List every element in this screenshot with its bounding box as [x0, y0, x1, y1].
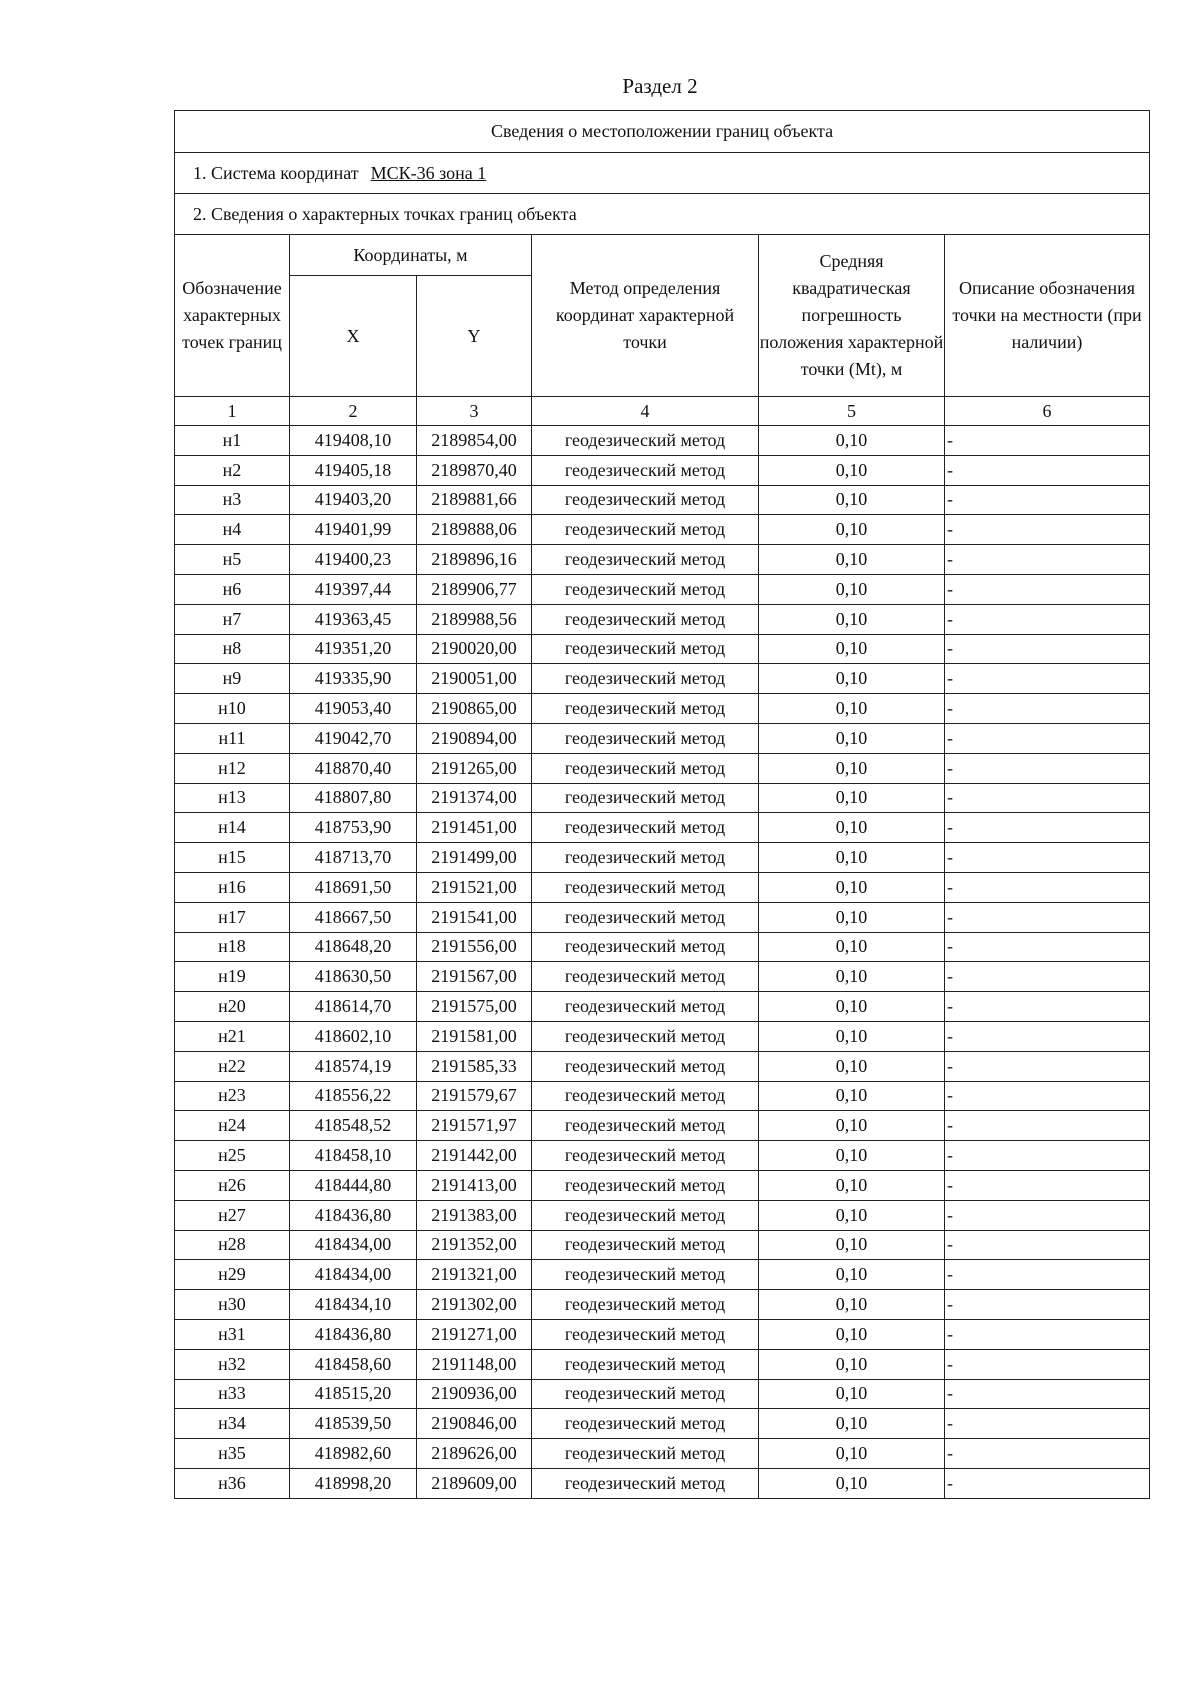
point-error: 0,10 [759, 1439, 945, 1469]
point-description: - [945, 992, 1150, 1022]
point-designation: н12 [175, 753, 290, 783]
point-y: 2189881,66 [417, 485, 532, 515]
point-designation: н20 [175, 992, 290, 1022]
point-y: 2189854,00 [417, 426, 532, 456]
point-designation: н11 [175, 723, 290, 753]
point-designation: н22 [175, 1051, 290, 1081]
point-x: 418602,10 [290, 1021, 417, 1051]
point-error: 0,10 [759, 962, 945, 992]
table-row [175, 1439, 1150, 1469]
point-method: геодезический метод [532, 753, 759, 783]
point-y: 2191499,00 [417, 843, 532, 873]
point-description: - [945, 1349, 1150, 1379]
point-error: 0,10 [759, 753, 945, 783]
point-y: 2191383,00 [417, 1200, 532, 1230]
point-y: 2191571,97 [417, 1111, 532, 1141]
point-y: 2191413,00 [417, 1170, 532, 1200]
point-y: 2189988,56 [417, 604, 532, 634]
point-y: 2191581,00 [417, 1021, 532, 1051]
point-description: - [945, 694, 1150, 724]
point-description: - [945, 1319, 1150, 1349]
table-title: Сведения о местоположении границ объекта [175, 111, 1150, 153]
point-designation: н28 [175, 1230, 290, 1260]
point-method: геодезический метод [532, 902, 759, 932]
point-x: 418998,20 [290, 1468, 417, 1498]
table-row [175, 1349, 1150, 1379]
point-method: геодезический метод [532, 515, 759, 545]
point-method: геодезический метод [532, 1170, 759, 1200]
point-designation: н24 [175, 1111, 290, 1141]
table-row [175, 545, 1150, 575]
point-designation: н25 [175, 1141, 290, 1171]
point-designation: н29 [175, 1260, 290, 1290]
point-method: геодезический метод [532, 664, 759, 694]
point-y: 2190894,00 [417, 723, 532, 753]
point-description: - [945, 843, 1150, 873]
point-description: - [945, 604, 1150, 634]
point-method: геодезический метод [532, 1319, 759, 1349]
point-method: геодезический метод [532, 485, 759, 515]
point-description: - [945, 872, 1150, 902]
table-row [175, 485, 1150, 515]
point-error: 0,10 [759, 992, 945, 1022]
table-row [175, 1290, 1150, 1320]
point-method: геодезический метод [532, 1349, 759, 1379]
point-designation: н4 [175, 515, 290, 545]
point-method: геодезический метод [532, 426, 759, 456]
point-y: 2191374,00 [417, 783, 532, 813]
point-description: - [945, 664, 1150, 694]
table-row [175, 1230, 1150, 1260]
point-method: геодезический метод [532, 783, 759, 813]
point-x: 418648,20 [290, 932, 417, 962]
point-description: - [945, 723, 1150, 753]
table-row [175, 902, 1150, 932]
point-method: геодезический метод [532, 545, 759, 575]
points-table-body [175, 426, 1150, 1499]
point-y: 2191442,00 [417, 1141, 532, 1171]
coord-system-value: МСК-36 зона 1 [370, 162, 487, 183]
table-row [175, 783, 1150, 813]
point-y: 2191352,00 [417, 1230, 532, 1260]
boundary-table [174, 110, 1150, 1499]
table-row [175, 604, 1150, 634]
point-description: - [945, 515, 1150, 545]
point-x: 419397,44 [290, 574, 417, 604]
point-y: 2191451,00 [417, 813, 532, 843]
point-designation: н7 [175, 604, 290, 634]
table-row [175, 1081, 1150, 1111]
point-error: 0,10 [759, 1319, 945, 1349]
column-number: 3 [417, 397, 532, 426]
point-designation: н36 [175, 1468, 290, 1498]
point-error: 0,10 [759, 1379, 945, 1409]
header-designation: Обозначение характерных точек границ [175, 235, 290, 397]
point-method: геодезический метод [532, 843, 759, 873]
point-method: геодезический метод [532, 1439, 759, 1469]
point-description: - [945, 1230, 1150, 1260]
point-designation: н21 [175, 1021, 290, 1051]
point-designation: н35 [175, 1439, 290, 1469]
header-coordinates: Координаты, м [290, 235, 532, 276]
point-y: 2191521,00 [417, 872, 532, 902]
point-error: 0,10 [759, 1021, 945, 1051]
table-row [175, 813, 1150, 843]
point-x: 418434,10 [290, 1290, 417, 1320]
point-description: - [945, 634, 1150, 664]
table-row [175, 753, 1150, 783]
point-x: 418614,70 [290, 992, 417, 1022]
point-y: 2189888,06 [417, 515, 532, 545]
table-row [175, 723, 1150, 753]
point-y: 2189626,00 [417, 1439, 532, 1469]
point-description: - [945, 962, 1150, 992]
header-y: Y [417, 276, 532, 397]
point-error: 0,10 [759, 574, 945, 604]
point-y: 2190865,00 [417, 694, 532, 724]
point-designation: н17 [175, 902, 290, 932]
column-number-row [175, 397, 1150, 426]
point-method: геодезический метод [532, 1379, 759, 1409]
point-method: геодезический метод [532, 872, 759, 902]
point-y: 2190051,00 [417, 664, 532, 694]
point-error: 0,10 [759, 932, 945, 962]
point-x: 419408,10 [290, 426, 417, 456]
point-x: 418458,60 [290, 1349, 417, 1379]
point-x: 419363,45 [290, 604, 417, 634]
table-row [175, 1260, 1150, 1290]
table-row [175, 455, 1150, 485]
table-row [175, 1141, 1150, 1171]
point-error: 0,10 [759, 1051, 945, 1081]
table-row [175, 1111, 1150, 1141]
point-description: - [945, 1021, 1150, 1051]
point-y: 2191271,00 [417, 1319, 532, 1349]
point-method: геодезический метод [532, 574, 759, 604]
header-error: Средняя квадратическая погрешность положения характерной точки (Mt), м [759, 235, 945, 397]
point-error: 0,10 [759, 813, 945, 843]
point-method: геодезический метод [532, 932, 759, 962]
point-y: 2191556,00 [417, 932, 532, 962]
table-row [175, 1200, 1150, 1230]
point-designation: н18 [175, 932, 290, 962]
point-error: 0,10 [759, 485, 945, 515]
point-error: 0,10 [759, 1170, 945, 1200]
table-row [175, 1170, 1150, 1200]
point-x: 418434,00 [290, 1230, 417, 1260]
point-designation: н31 [175, 1319, 290, 1349]
point-x: 418982,60 [290, 1439, 417, 1469]
point-description: - [945, 1081, 1150, 1111]
point-designation: н14 [175, 813, 290, 843]
point-description: - [945, 813, 1150, 843]
point-designation: н5 [175, 545, 290, 575]
point-error: 0,10 [759, 1290, 945, 1320]
point-designation: н9 [175, 664, 290, 694]
point-method: геодезический метод [532, 723, 759, 753]
point-description: - [945, 426, 1150, 456]
point-designation: н26 [175, 1170, 290, 1200]
point-x: 419351,20 [290, 634, 417, 664]
point-method: геодезический метод [532, 962, 759, 992]
point-method: геодезический метод [532, 1260, 759, 1290]
point-error: 0,10 [759, 545, 945, 575]
point-designation: н15 [175, 843, 290, 873]
table-row [175, 872, 1150, 902]
point-description: - [945, 574, 1150, 604]
table-row [175, 515, 1150, 545]
section-title: Раздел 2 [622, 74, 698, 98]
point-error: 0,10 [759, 783, 945, 813]
point-description: - [945, 1170, 1150, 1200]
table-row [175, 634, 1150, 664]
point-designation: н33 [175, 1379, 290, 1409]
point-y: 2190846,00 [417, 1409, 532, 1439]
point-method: геодезический метод [532, 455, 759, 485]
point-method: геодезический метод [532, 1290, 759, 1320]
table-row [175, 1409, 1150, 1439]
point-designation: н6 [175, 574, 290, 604]
point-y: 2191321,00 [417, 1260, 532, 1290]
coord-system-row [175, 153, 1150, 194]
table-row [175, 962, 1150, 992]
point-error: 0,10 [759, 604, 945, 634]
table-row [175, 992, 1150, 1022]
point-x: 418436,80 [290, 1319, 417, 1349]
point-method: геодезический метод [532, 1409, 759, 1439]
point-error: 0,10 [759, 1409, 945, 1439]
point-method: геодезический метод [532, 992, 759, 1022]
table-row [175, 843, 1150, 873]
points-title: 2. Сведения о характерных точках границ объекта [175, 194, 1150, 235]
table-row [175, 574, 1150, 604]
point-error: 0,10 [759, 872, 945, 902]
point-x: 418556,22 [290, 1081, 417, 1111]
column-number: 1 [175, 397, 290, 426]
point-x: 418539,50 [290, 1409, 417, 1439]
point-x: 418870,40 [290, 753, 417, 783]
point-x: 418574,19 [290, 1051, 417, 1081]
point-error: 0,10 [759, 426, 945, 456]
point-error: 0,10 [759, 634, 945, 664]
point-y: 2191579,67 [417, 1081, 532, 1111]
point-description: - [945, 1200, 1150, 1230]
point-x: 418630,50 [290, 962, 417, 992]
column-number: 6 [945, 397, 1150, 426]
point-y: 2189609,00 [417, 1468, 532, 1498]
header-method: Метод определения координат характерной точки [532, 235, 759, 397]
point-designation: н3 [175, 485, 290, 515]
point-x: 418807,80 [290, 783, 417, 813]
point-description: - [945, 902, 1150, 932]
point-designation: н2 [175, 455, 290, 485]
point-error: 0,10 [759, 843, 945, 873]
point-description: - [945, 1379, 1150, 1409]
point-description: - [945, 1111, 1150, 1141]
point-x: 418753,90 [290, 813, 417, 843]
point-y: 2189906,77 [417, 574, 532, 604]
point-y: 2191585,33 [417, 1051, 532, 1081]
point-y: 2191265,00 [417, 753, 532, 783]
point-y: 2191541,00 [417, 902, 532, 932]
point-x: 419401,99 [290, 515, 417, 545]
point-designation: н1 [175, 426, 290, 456]
coord-system-label: 1. Система координат [193, 162, 359, 183]
point-description: - [945, 1141, 1150, 1171]
point-x: 418713,70 [290, 843, 417, 873]
table-row [175, 1021, 1150, 1051]
table-row [175, 694, 1150, 724]
point-x: 418548,52 [290, 1111, 417, 1141]
point-y: 2190936,00 [417, 1379, 532, 1409]
point-y: 2191302,00 [417, 1290, 532, 1320]
column-number: 5 [759, 397, 945, 426]
table-row [175, 1319, 1150, 1349]
point-description: - [945, 545, 1150, 575]
boundary-table-wrap [174, 110, 1149, 1499]
point-description: - [945, 485, 1150, 515]
point-x: 418691,50 [290, 872, 417, 902]
point-designation: н13 [175, 783, 290, 813]
point-x: 419335,90 [290, 664, 417, 694]
point-error: 0,10 [759, 1081, 945, 1111]
column-number: 2 [290, 397, 417, 426]
point-method: геодезический метод [532, 813, 759, 843]
point-method: геодезический метод [532, 1200, 759, 1230]
point-x: 418444,80 [290, 1170, 417, 1200]
point-x: 418436,80 [290, 1200, 417, 1230]
point-error: 0,10 [759, 455, 945, 485]
point-method: геодезический метод [532, 634, 759, 664]
point-designation: н32 [175, 1349, 290, 1379]
point-x: 419042,70 [290, 723, 417, 753]
table-row [175, 1468, 1150, 1498]
point-description: - [945, 1468, 1150, 1498]
point-x: 419403,20 [290, 485, 417, 515]
point-y: 2189870,40 [417, 455, 532, 485]
table-row [175, 664, 1150, 694]
point-method: геодезический метод [532, 1468, 759, 1498]
point-description: - [945, 1409, 1150, 1439]
point-method: геодезический метод [532, 1230, 759, 1260]
point-designation: н27 [175, 1200, 290, 1230]
point-method: геодезический метод [532, 1081, 759, 1111]
header-x: X [290, 276, 417, 397]
point-description: - [945, 1290, 1150, 1320]
point-description: - [945, 455, 1150, 485]
point-designation: н19 [175, 962, 290, 992]
point-error: 0,10 [759, 1468, 945, 1498]
point-description: - [945, 783, 1150, 813]
point-x: 418667,50 [290, 902, 417, 932]
point-method: геодезический метод [532, 1051, 759, 1081]
point-y: 2191567,00 [417, 962, 532, 992]
point-designation: н8 [175, 634, 290, 664]
table-row [175, 426, 1150, 456]
point-designation: н34 [175, 1409, 290, 1439]
point-error: 0,10 [759, 902, 945, 932]
point-error: 0,10 [759, 723, 945, 753]
point-y: 2191148,00 [417, 1349, 532, 1379]
point-method: геодезический метод [532, 1111, 759, 1141]
column-number: 4 [532, 397, 759, 426]
table-row [175, 1051, 1150, 1081]
point-x: 418458,10 [290, 1141, 417, 1171]
point-description: - [945, 1260, 1150, 1290]
point-description: - [945, 932, 1150, 962]
point-designation: н16 [175, 872, 290, 902]
point-y: 2191575,00 [417, 992, 532, 1022]
point-error: 0,10 [759, 1200, 945, 1230]
point-y: 2190020,00 [417, 634, 532, 664]
point-x: 418515,20 [290, 1379, 417, 1409]
point-error: 0,10 [759, 515, 945, 545]
point-method: геодезический метод [532, 694, 759, 724]
point-error: 0,10 [759, 1230, 945, 1260]
point-error: 0,10 [759, 1260, 945, 1290]
point-method: геодезический метод [532, 604, 759, 634]
point-error: 0,10 [759, 694, 945, 724]
point-y: 2189896,16 [417, 545, 532, 575]
header-description: Описание обозначения точки на местности (при наличии) [945, 235, 1150, 397]
point-description: - [945, 1051, 1150, 1081]
point-x: 419400,23 [290, 545, 417, 575]
point-error: 0,10 [759, 664, 945, 694]
point-description: - [945, 1439, 1150, 1469]
table-row [175, 932, 1150, 962]
table-row [175, 1379, 1150, 1409]
point-description: - [945, 753, 1150, 783]
point-x: 419053,40 [290, 694, 417, 724]
point-designation: н30 [175, 1290, 290, 1320]
point-error: 0,10 [759, 1111, 945, 1141]
point-x: 418434,00 [290, 1260, 417, 1290]
point-designation: н10 [175, 694, 290, 724]
point-method: геодезический метод [532, 1141, 759, 1171]
point-method: геодезический метод [532, 1021, 759, 1051]
point-designation: н23 [175, 1081, 290, 1111]
point-error: 0,10 [759, 1141, 945, 1171]
point-error: 0,10 [759, 1349, 945, 1379]
point-x: 419405,18 [290, 455, 417, 485]
